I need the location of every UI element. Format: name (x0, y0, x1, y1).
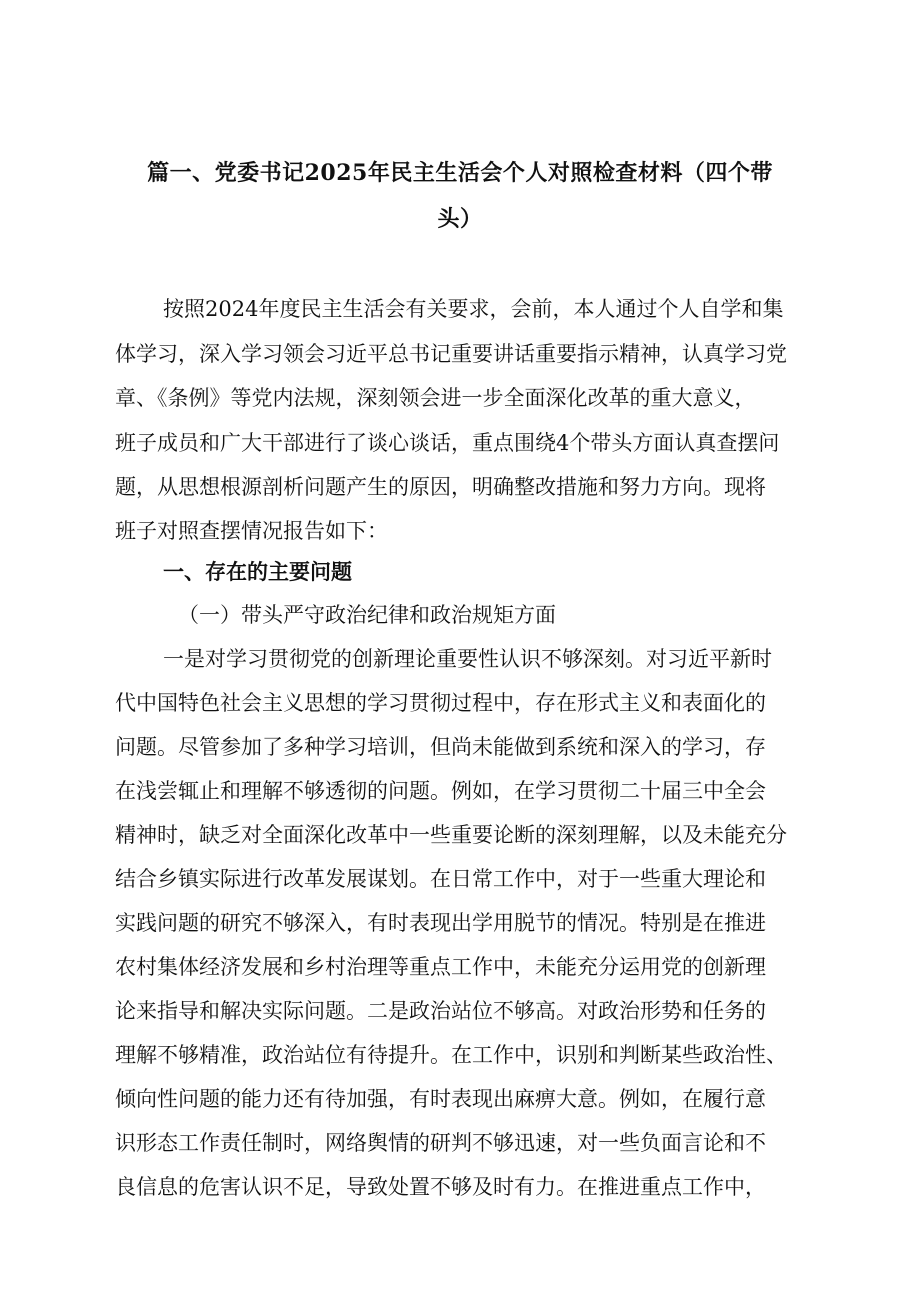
paragraph-line: 在浅尝辄止和理解不够透彻的问题。例如，在学习贯彻二十届三中全会 (115, 779, 766, 803)
paragraph-line: 识形态工作责任制时，网络舆情的研判不够迅速，对一些负面言论和不 (115, 1131, 766, 1155)
paragraph-line: 倾向性问题的能力还有待加强，有时表现出麻痹大意。例如，在履行意 (115, 1087, 766, 1111)
paragraph-line: 一是对学习贯彻党的创新理论重要性认识不够深刻。对习近平新时 (163, 647, 772, 671)
paragraph-line: 良信息的危害认识不足，导致处置不够及时有力。在推进重点工作中， (115, 1175, 766, 1199)
section-heading: 一、存在的主要问题 (163, 559, 352, 584)
paragraph-line: 论来指导和解决实际问题。二是政治站位不够高。对政治形势和任务的 (115, 999, 766, 1023)
paragraph-line: 班子对照查摆情况报告如下： (115, 519, 388, 543)
paragraph-line: 班子成员和广大干部进行了谈心谈话，重点围绕4个带头方面认真查摆问 (115, 431, 780, 455)
paragraph-line: 章、《条例》等党内法规，深刻领会进一步全面深化改革的重大意义， (115, 386, 756, 410)
paragraph-line: 问题。尽管参加了多种学习培训，但尚未能做到系统和深入的学习，存 (115, 735, 766, 759)
paragraph-line: 理解不够精准，政治站位有待提升。在工作中，识别和判断某些政治性、 (115, 1043, 787, 1067)
paragraph-line: 按照2024年度民主生活会有关要求，会前，本人通过个人自学和集 (163, 297, 784, 321)
paragraph-line: 体学习，深入学习领会习近平总书记重要讲话重要指示精神，认真学习党 (115, 342, 787, 366)
paragraph-line: 农村集体经济发展和乡村治理等重点工作中，未能充分运用党的创新理 (115, 955, 766, 979)
subsection-heading: （一）带头严守政治纪律和政治规矩方面 (178, 603, 556, 627)
paragraph-line: 精神时，缺乏对全面深化改革中一些重要论断的深刻理解，以及未能充分 (115, 823, 787, 847)
paragraph-line: 题，从思想根源剖析问题产生的原因，明确整改措施和努力方向。现将 (115, 475, 766, 499)
paragraph-line: 实践问题的研究不够深入，有时表现出学用脱节的情况。特别是在推进 (115, 911, 766, 935)
paragraph-line: 代中国特色社会主义思想的学习贯彻过程中，存在形式主义和表面化的 (115, 691, 766, 715)
document-title-line-1: 篇一、党委书记2025年民主生活会个人对照检查材料（四个带 (147, 160, 773, 186)
paragraph-line: 结合乡镇实际进行改革发展谋划。在日常工作中，对于一些重大理论和 (115, 867, 766, 891)
document-title-line-2: 头） (437, 206, 483, 232)
